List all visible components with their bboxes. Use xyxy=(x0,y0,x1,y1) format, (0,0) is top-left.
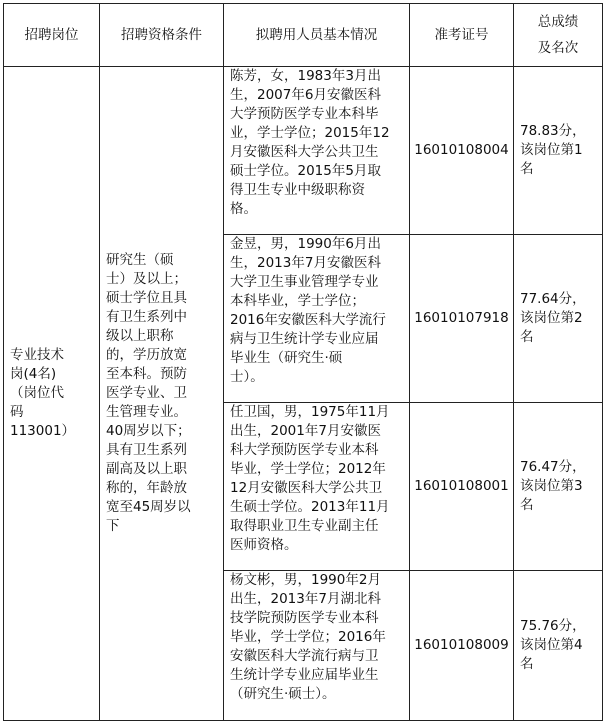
info-cell xyxy=(224,235,410,403)
header-score-line1: 总成绩 xyxy=(537,14,579,30)
header-info: 拟聘用人员基本情况 xyxy=(224,4,410,67)
post-cell xyxy=(4,67,100,721)
recruitment-table xyxy=(3,3,603,721)
score-cell xyxy=(514,571,603,721)
header-score-line2: 及名次 xyxy=(537,40,579,56)
info-cell xyxy=(224,403,410,571)
exam-id-cell: 16010108009 xyxy=(410,571,514,721)
requirements-cell xyxy=(100,67,224,721)
score-text: 76.47分， 该岗位第3 名 xyxy=(520,459,586,513)
score-text: 78.83分， 该岗位第1 名 xyxy=(520,123,586,177)
exam-id-cell: 16010108004 xyxy=(410,67,514,235)
info-cell xyxy=(224,571,410,721)
candidate-info: 陈芳，女，1983年3月出 生，2007年6月安徽医科 大学预防医学专业本科毕 业，学士学位；2015年12 月安徽医科大学公共卫生 硕士学位。2015年5月取 得卫生专业中级职称资 格。 xyxy=(230,68,390,217)
header-score xyxy=(514,4,603,67)
score-text: 75.76分， 该岗位第4 名 xyxy=(520,618,586,672)
candidate-info: 金昱，男，1990年6月出 生，2013年7月安徽医科 大学卫生事业管理学专业 本科毕业，学士学位； 2016年安徽医科大学流行 病与卫生统计学专业应届 毕业生（研究生·硕 士）。 xyxy=(230,236,386,385)
exam-id-cell: 16010108001 xyxy=(410,403,514,571)
header-post: 招聘岗位 xyxy=(4,4,100,67)
table-row xyxy=(4,67,603,235)
score-text: 77.64分， 该岗位第2 名 xyxy=(520,291,586,345)
candidate-info: 杨文彬，男，1990年2月 出生，2013年7月湖北科 技学院预防医学专业本科 毕业，学士学位；2016年 安徽医科大学流行病与卫 生统计学专业应届毕业生 （研究生·硕士）。 xyxy=(230,572,386,702)
post-text: 专业技术 岗(4名) （岗位代 码 113001） xyxy=(10,347,76,439)
header-row xyxy=(4,4,603,67)
score-cell xyxy=(514,67,603,235)
candidate-info: 任卫国，男，1975年11月 出生，2001年7月安徽医 科大学预防医学专业本科 毕业，学士学位；2012年 12月安徽医科大学公共卫 生硕士学位。2013年11月 取得职业卫生专业副主任 医师资格。 xyxy=(230,404,390,553)
header-exam-id: 准考证号 xyxy=(410,4,514,67)
requirements-text: 研究生（硕 士）及以上； 硕士学位且具 有卫生系列中 级以上职称 的，学历放宽 至本科。预防 医学专业、卫 生管理专业。 40周岁以下； 具有卫生系列 副高及以上职 称的，年龄放 宽至45周岁以 下 xyxy=(106,252,191,534)
exam-id-cell: 16010107918 xyxy=(410,235,514,403)
header-requirements: 招聘资格条件 xyxy=(100,4,224,67)
score-cell xyxy=(514,403,603,571)
score-cell xyxy=(514,235,603,403)
info-cell xyxy=(224,67,410,235)
